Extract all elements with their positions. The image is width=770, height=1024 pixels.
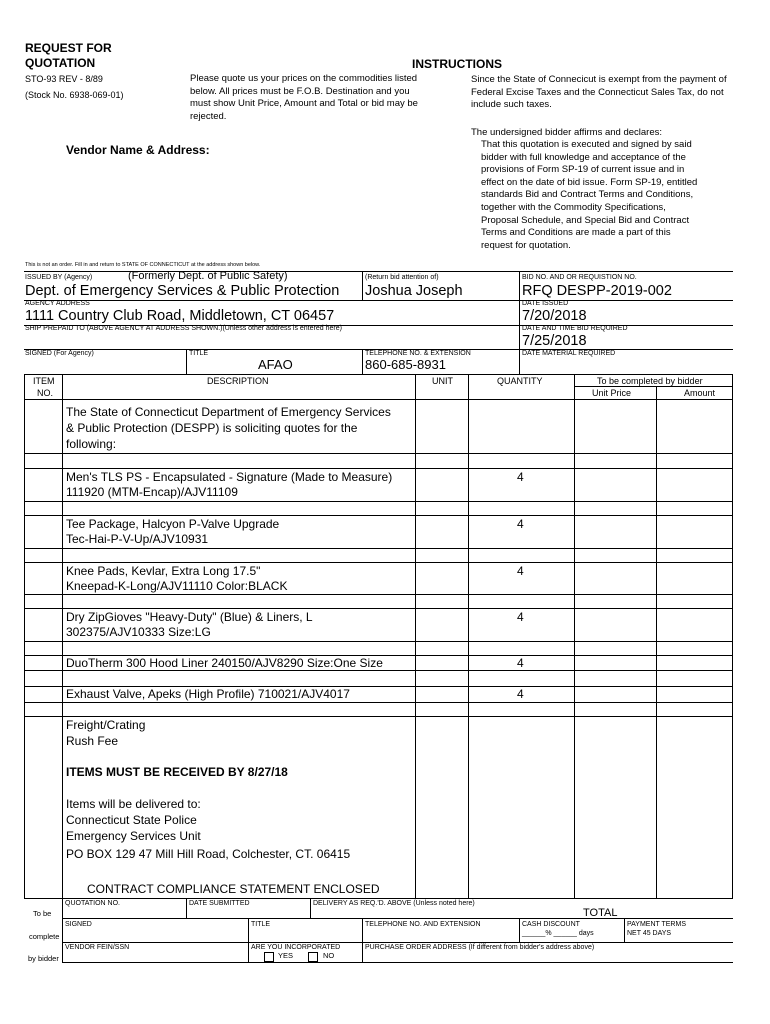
vendor-address-field[interactable]	[66, 162, 396, 252]
item-quantity: 4	[517, 564, 524, 578]
return-attention-label: (Return bid attention of)	[365, 274, 439, 281]
rush-fee-line: Rush Fee	[66, 734, 119, 748]
item-code: 111920 (MTM-Encap)/AJV11109	[66, 485, 238, 499]
item-quantity: 4	[517, 470, 524, 484]
bid-number: RFQ DESPP-2019-002	[522, 283, 672, 299]
no-label: NO	[323, 951, 335, 960]
agency-address: 1111 Country Club Road, Middletown, CT 06457	[25, 308, 335, 324]
intro-line3: following:	[66, 437, 117, 451]
item-description: Dry ZipGioves "Heavy-Duty" (Blue) & Liners, L	[66, 610, 313, 624]
payment-terms-label: PAYMENT TERMS	[627, 921, 686, 928]
to-be-label: To be	[33, 909, 52, 918]
not-order-note: This is not an order. Fill in and return to STATE OF CONNECTICUT at the address shown below.	[25, 262, 261, 268]
instructions-title: INSTRUCTIONS	[412, 57, 502, 71]
quote-instructions: Please quote us your prices on the commodities listed below. All prices must be F.O.B. Destination and you must show Unit Price, Amount and Total or bid may be rejected.	[190, 73, 418, 122]
delivered-to-label: Items will be delivered to:	[66, 797, 201, 811]
item-quantity: 4	[517, 687, 524, 701]
date-submitted-label: DATE SUBMITTED	[189, 900, 250, 907]
po-address-label: PURCHASE ORDER ADDRESS (If different from bidder's address above)	[365, 944, 595, 951]
intro-line2: & Public Protection (DESPP) is soliciting quotes for the	[66, 421, 358, 435]
agency-title-label: TITLE	[189, 350, 209, 357]
signed-agency-label: SIGNED (For Agency)	[25, 350, 94, 357]
date-issued-label: DATE ISSUED	[522, 300, 569, 307]
agency-phone: 860-685-8931	[365, 357, 446, 372]
affirm-intro: The undersigned bidder affirms and declares:	[471, 127, 662, 138]
col-bidder: To be completed by bidder	[597, 376, 703, 386]
by-bidder-label: by bidder	[28, 954, 59, 963]
delivery-address-line1: Connecticut State Police	[66, 813, 197, 827]
return-attention-name: Joshua Joseph	[365, 283, 463, 299]
agency-address-label: AGENCY ADDRESS	[25, 300, 90, 307]
item-code: Tec-Hai-P-V-Up/AJV10931	[66, 532, 209, 546]
item-quantity: 4	[517, 517, 524, 531]
col-unit-price: Unit Price	[592, 388, 632, 398]
item-quantity: 4	[517, 656, 524, 670]
delivery-address-line2: Emergency Services Unit	[66, 829, 201, 843]
delivery-label: DELIVERY AS REQ.'D. ABOVE (Unless noted here)	[313, 900, 475, 907]
date-required: 7/25/2018	[522, 333, 587, 349]
item-description: Men's TLS PS - Encapsulated - Signature (Made to Measure)	[66, 470, 393, 484]
date-required-label: DATE AND TIME BID REQUIRED	[522, 325, 628, 332]
yes-label: YES	[278, 951, 294, 960]
item-description: DuoTherm 300 Hood Liner 240150/AJV8290 Size:One Size	[66, 656, 383, 670]
ship-prepaid-label: SHIP PREPAID TO (ABOVE AGENCY AT ADDRESS SHOWN.)(Unless other address is entered here)	[25, 325, 342, 332]
item-description: Knee Pads, Kevlar, Extra Long 17.5"	[66, 564, 261, 578]
item-code: Kneepad-K-Long/AJV11110 Color:BLACK	[66, 579, 288, 593]
delivery-address-line3: PO BOX 129 47 Mill Hill Road, Colchester, CT. 06415	[66, 847, 351, 861]
intro-line1: The State of Connecticut Department of Emergency Services	[66, 405, 391, 419]
bidder-title-label: TITLE	[251, 921, 271, 928]
compliance-statement: CONTRACT COMPLIANCE STATEMENT ENCLOSED	[87, 882, 380, 896]
no-checkbox[interactable]	[308, 952, 318, 962]
issued-by-label: ISSUED BY (Agency)	[25, 274, 93, 281]
incorporated-label: ARE YOU INCORPORATED	[251, 944, 341, 951]
tax-instructions: Since the State of Connecicut is exempt from the payment of Federal Excise Taxes and the Connecticut Sales Tax, do not include such taxes.	[471, 74, 727, 111]
item-description: Tee Package, Halcyon P-Valve Upgrade	[66, 517, 280, 531]
col-quantity: QUANTITY	[497, 376, 543, 386]
total-label: TOTAL	[583, 907, 618, 919]
form-number: STO-93 REV - 8/89	[25, 74, 103, 84]
vendor-fein-label: VENDOR FEIN/SSN	[65, 944, 130, 951]
form-title-line2: QUOTATION	[25, 56, 96, 70]
cash-discount-blank[interactable]: ______% ______ days	[522, 930, 594, 937]
col-amount: Amount	[684, 388, 716, 398]
formerly-note: (Formerly Dept. of Public Safety)	[128, 270, 288, 282]
bid-number-label: BID NO. AND OR REQUISTION NO.	[522, 274, 637, 281]
freight-line: Freight/Crating	[66, 718, 146, 732]
col-item: ITEM	[33, 376, 55, 386]
col-description: DESCRIPTION	[207, 376, 269, 386]
yes-checkbox[interactable]	[264, 952, 274, 962]
col-item-no: NO.	[37, 388, 54, 398]
complete-label: complete	[29, 932, 60, 941]
received-by-notice: ITEMS MUST BE RECEIVED BY 8/27/18	[66, 765, 288, 779]
agency-name: Dept. of Emergency Services & Public Protection	[25, 283, 340, 299]
form-title-line1: REQUEST FOR	[25, 41, 112, 55]
date-material-label: DATE MATERIAL REQUIRED	[522, 350, 616, 357]
phone-label: TELEPHONE NO. & EXTENSION	[365, 350, 471, 357]
date-issued: 7/20/2018	[522, 308, 587, 324]
bidder-signed-label: SIGNED	[65, 921, 92, 928]
agency-title: AFAO	[258, 357, 293, 372]
payment-terms-value: NET 45 DAYS	[627, 930, 672, 937]
bidder-telephone-label: TELEPHONE NO. AND EXTENSION	[365, 921, 481, 928]
item-quantity: 4	[517, 610, 524, 624]
item-code: 302375/AJV10333 Size:LG	[66, 625, 211, 639]
quotation-number-label: QUOTATION NO.	[65, 900, 120, 907]
item-description: Exhaust Valve, Apeks (High Profile) 710021/AJV4017	[66, 687, 350, 701]
vendor-label: Vendor Name & Address:	[66, 143, 210, 157]
col-unit: UNIT	[432, 376, 453, 386]
affirm-text: That this quotation is executed and signed by said bidder with full knowledge and acceptance of the provisions of Form SP-19 of current issue and in effect on the date of bid issue. Form SP-19, entitled standards Bid and Contract Terms and Conditions, together with the Commodity Specifications, Proposal Schedule, and Special Bid and Contract Terms and Conditions are made a part of this request for quotation.	[481, 139, 698, 251]
cash-discount-label: CASH DISCOUNT	[522, 921, 580, 928]
stock-number: (Stock No. 6938-069-01)	[25, 90, 124, 100]
